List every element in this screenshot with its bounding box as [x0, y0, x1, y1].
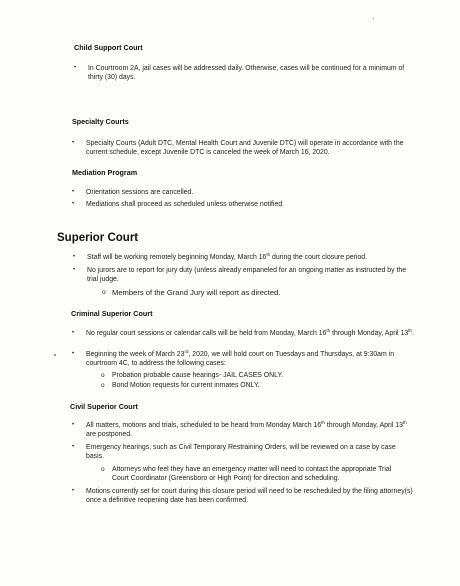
section-heading-civil: Civil Superior Court: [70, 402, 138, 411]
circle-bullet-icon: o: [102, 289, 106, 296]
sub-list-item: [102, 288, 402, 297]
circle-bullet-icon: o: [101, 466, 105, 473]
list-item-text: Motions currently set for court during this closure period will need to be rescheduled by the filing attorney(s) once a definitive reopening date has been confirmed.: [86, 488, 413, 504]
sub-list-item: [101, 381, 401, 390]
bullet-icon: •: [73, 254, 76, 260]
bullet-icon: •: [72, 330, 75, 336]
section-heading-mediation: Mediation Program: [72, 168, 138, 177]
sub-list-item-text: Probation probable cause hearings- JAIL CASES ONLY.: [112, 372, 284, 379]
list-item: [72, 443, 414, 461]
list-item: [72, 329, 414, 338]
list-item: [72, 200, 412, 209]
list-item-text: In Courtroom 2A, jail cases will be addressed daily. Otherwise, cases will be continued for a minimum of thirty (30) days.: [88, 65, 405, 81]
bullet-icon: •: [72, 351, 75, 357]
sub-list-item: [101, 371, 401, 380]
bullet-icon: •: [72, 444, 75, 450]
bullet-icon: •: [72, 140, 75, 146]
list-item: [72, 350, 414, 368]
list-item-text: Mediations shall proceed as scheduled unless otherwise notified.: [86, 201, 285, 208]
section-heading-superior: Superior Court: [57, 232, 139, 244]
list-item-text: Specialty Courts (Adult DTC, Mental Health Court and Juvenile DTC) will operate in accordance with the current schedule, except Juvenile DTC is canceled the week of March 16, 2020.: [86, 140, 404, 156]
list-item-text: No jurors are to report for jury duty (unless already empaneled for an ongoing matter as instructed by the trial judge.: [87, 267, 407, 283]
sub-list-item-text: Members of the Grand Jury will report as directed.: [112, 288, 281, 297]
list-item: [74, 64, 410, 82]
scan-speck: [373, 18, 374, 19]
list-item: [73, 253, 413, 262]
list-item: [72, 139, 412, 157]
section-heading-child-support: Child Support Court: [74, 43, 143, 52]
list-item: [72, 487, 414, 505]
list-item-text: Beginning the week of March 23rd, 2020, we will hold court on Tuesdays and Thursdays, at 9:30am in courtroom 4C, to address the following cases:: [86, 349, 395, 367]
bullet-icon: •: [72, 189, 75, 195]
list-item-text: Orientation sessions are cancelled.: [86, 189, 194, 196]
list-item: [72, 421, 414, 439]
section-heading-criminal: Criminal Superior Court: [71, 309, 153, 318]
list-item: [72, 188, 412, 197]
list-item-text: No regular court sessions or calendar calls will be held from Monday, March 16th through Monday, April 13th.: [86, 328, 414, 337]
bullet-icon: •: [72, 488, 75, 494]
circle-bullet-icon: o: [101, 372, 105, 379]
list-item: [73, 266, 413, 284]
bullet-icon: •: [72, 201, 75, 207]
sub-list-item-text: Attorneys who feel they have an emergency matter will need to contact the appropriate Trial Court Coordinator (Greensboro or High Point) for direction and scheduling.: [112, 466, 392, 482]
scan-speck: [54, 354, 56, 356]
section-heading-specialty: Specialty Courts: [72, 117, 129, 126]
bullet-icon: •: [72, 422, 75, 428]
bullet-icon: •: [73, 267, 76, 273]
sub-list-item-text: Bond Motion requests for current inmates ONLY.: [112, 382, 260, 389]
bullet-icon: •: [74, 65, 77, 71]
circle-bullet-icon: o: [101, 382, 105, 389]
sub-list-item: [101, 465, 409, 483]
list-item-text: All matters, motions and trials, scheduled to be heard from Monday March 16th through Monday, April 13th are postponed.: [86, 420, 407, 438]
list-item-text: Staff will be working remotely beginning Monday, March 16th during the court closure period.: [87, 252, 368, 261]
list-item-text: Emergency hearings, such as Civil Temporary Restraining Orders, will be reviewed on a case by case basis.: [86, 444, 396, 460]
